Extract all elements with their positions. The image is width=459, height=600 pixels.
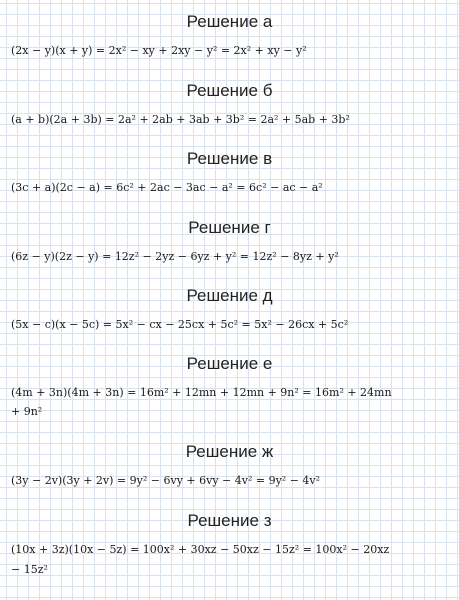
solution-formula-d: (5x − c)(x − 5c) = 5x² − cx − 25cx + 5c² = 5x² − 26cx + 5c² — [11, 318, 349, 331]
solution-formula-g: (6z − y)(2z − y) = 12z² − 2yz − 6yz + y² = 12z² − 8yz + y² — [11, 250, 339, 263]
solution-heading-zh: Решение ж — [185, 442, 274, 461]
solution-heading-d: Решение д — [186, 286, 273, 305]
solution-formula-zh: (3y − 2v)(3y + 2v) = 9y² − 6vy + 6vy − 4v² = 9y² − 4v² — [11, 474, 321, 487]
solution-formula-z: (10x + 3z)(10x − 5z) = 100x² + 30xz − 50xz − 15z² = 100x² − 20xz — [11, 543, 390, 556]
solution-formula-e: (4m + 3n)(4m + 3n) = 16m² + 12mn + 12mn + 9n² = 16m² + 24mn — [11, 386, 392, 399]
solution-heading-b: Решение б — [186, 81, 273, 100]
solution-formula-a: (2x − y)(x + y) = 2x² − xy + 2xy − y² = 2x² + xy − y² — [11, 44, 307, 57]
solution-formula-v: (3c + a)(2c − a) = 6c² + 2ac − 3ac − a² = 6c² − ac − a² — [11, 181, 323, 194]
solution-formula-b: (a + b)(2a + 3b) = 2a² + 2ab + 3ab + 3b² = 2a² + 5ab + 3b² — [11, 113, 350, 126]
solution-heading-z: Решение з — [187, 511, 272, 530]
solution-formula-z-continuation: − 15z² — [11, 563, 48, 576]
solution-heading-e: Решение е — [186, 354, 273, 373]
solution-heading-g: Решение г — [188, 218, 271, 237]
solution-heading-a: Решение а — [186, 12, 273, 31]
solution-heading-v: Решение в — [186, 149, 273, 168]
solution-formula-e-continuation: + 9n² — [11, 405, 43, 418]
